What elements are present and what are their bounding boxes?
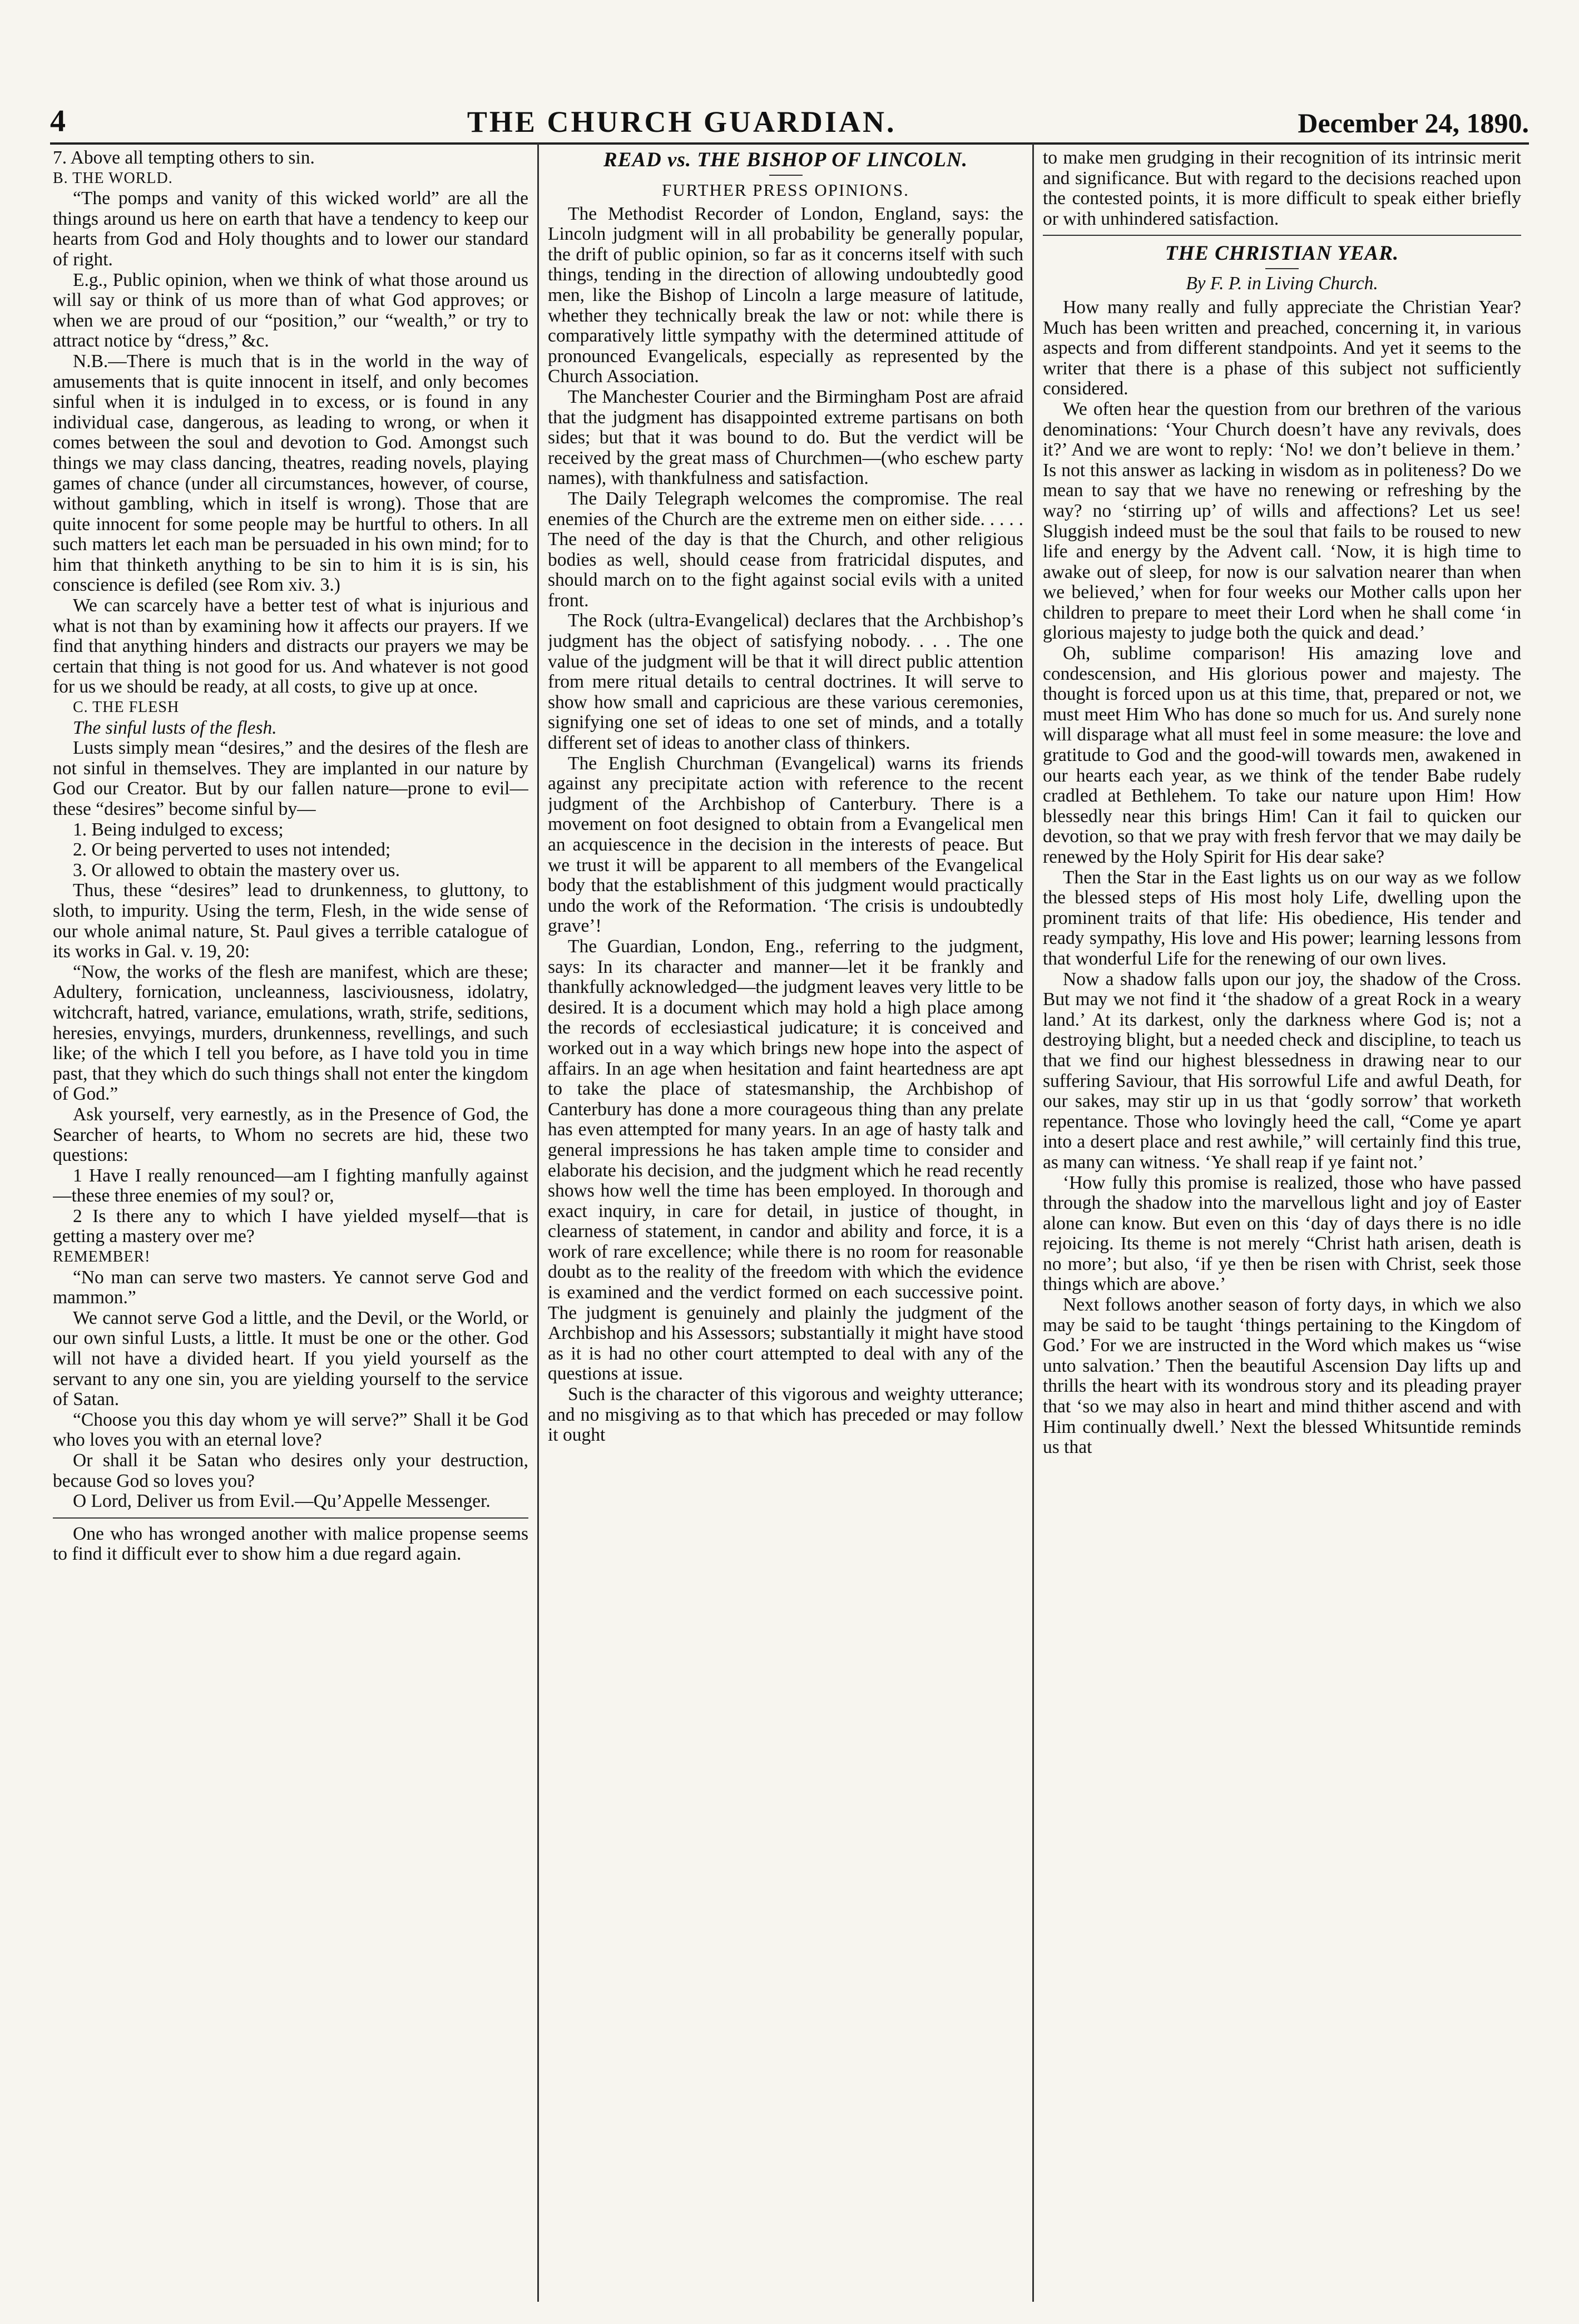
list-item: 2. Or being perverted to uses not intended; bbox=[73, 839, 391, 861]
paragraph: Lusts simply mean “desires,” and the desires of the flesh are not sinful in themselves. They are implanted in our nature by God our Creator. But by our fallen nature—prone to evil—these “desires” become sinful by— bbox=[53, 738, 528, 819]
paragraph: The Manchester Courier and the Birmingham Post are afraid that the judgment has disappointed extreme partisans on both sides; but that it was bound to do. But the verdict will be received by the great mass of Churchmen—(who eschew party names), with thankfulness and satisfaction. bbox=[548, 386, 1023, 489]
paragraph: We cannot serve God a little, and the Devil, or the World, or our own sinful Lusts, a little. It must be one or the other. God will not have a divided heart. If you yield yourself as the servant to any one sin, you are yielding yourself to the service of Satan. bbox=[53, 1307, 528, 1410]
paragraph: One who has wronged another with malice propense seems to find it difficult ever to show him a due regard again. bbox=[53, 1523, 528, 1565]
paragraph: How many really and fully appreciate the Christian Year? Much has been written and preached, concerning it, in various aspects and from different standpoints. And yet it seems to the writer that there is a phase of this subject not sufficiently considered. bbox=[1043, 296, 1521, 399]
divider bbox=[53, 1517, 528, 1519]
article-heading: READ vs. THE BISHOP OF LINCOLN. bbox=[603, 149, 968, 171]
divider bbox=[1265, 268, 1299, 269]
masthead-rule bbox=[50, 142, 1529, 145]
list bbox=[53, 820, 528, 881]
section-heading: C. THE FLESH bbox=[73, 699, 180, 716]
paragraph: The Methodist Recorder of London, England, says: the Lincoln judgment will in all probability be generally popular, the drift of public opinion, so far as it concerns itself with such things, tending in the direction of allowing undoubtedly good men, like the Bishop of Lincoln a large measure of latitude, whether they technically break the law or not: while there is comparatively little sympathy with the determined attitude of pronounced Evangelicals, especially as represented by the Church Association. bbox=[548, 203, 1023, 387]
paragraph: 1 Have I really renounced—am I fighting manfully against—these three enemies of my soul? or, bbox=[53, 1165, 528, 1206]
paragraph: The English Churchman (Evangelical) warns its friends against any precipitate action with reference to the recent judgment of the Archbishop of Canterbury. There is a movement on foot designed to obtain from a Evangelical men an acquiescence in the decision in the interests of peace. But we trust it will be apparent to all members of the Evangelical body that the establishment of this judgment would practically undo the work of the Reformation. ‘The crisis is undoubtedly grave’! bbox=[548, 753, 1023, 937]
paragraph: The Daily Telegraph welcomes the compromise. The real enemies of the Church are the extreme men on either side. . . . . The need of the day is that the Church, and other religious bodies as well, should cease from fratricidal disputes, and should march on to the fight against social evils with a united front. bbox=[548, 488, 1023, 611]
paragraph: 7. Above all tempting others to sin. bbox=[53, 148, 315, 168]
paragraph: to make men grudging in their recognition of its intrinsic merit and significance. But with regard to the decisions reached upon the contested points, it is more difficult to speak either briefly or with unhindered satisfaction. bbox=[1043, 148, 1521, 229]
column-1 bbox=[53, 148, 528, 2291]
divider bbox=[769, 175, 803, 176]
column-rule-1 bbox=[537, 144, 539, 2302]
column-3 bbox=[1043, 148, 1521, 2291]
paragraph: O Lord, Deliver us from Evil.—Qu’Appelle Messenger. bbox=[73, 1491, 491, 1512]
paragraph: E.g., Public opinion, when we think of what those around us will say or think of us more than of what God approves; or when we are proud of our “position,” our “wealth,” or try to attract notice by “dress,” &c. bbox=[53, 269, 528, 352]
masthead bbox=[50, 106, 1529, 139]
paragraph: “Choose you this day whom ye will serve?” Shall it be God who loves you with an eternal love? bbox=[53, 1409, 528, 1451]
paragraph: The sinful lusts of the flesh. bbox=[73, 717, 277, 738]
column-2 bbox=[548, 148, 1023, 2291]
paragraph: Or shall it be Satan who desires only your destruction, because God so loves you? bbox=[53, 1450, 528, 1491]
paragraph: Now a shadow falls upon our joy, the shadow of the Cross. But may we not find it ‘the shadow of a great Rock in a weary land.’ At its darkest, only the darkness where God is; not a destroying blight, but a needed check and discipline, to teach us that we find our highest blessedness in drawing near to our suffering Saviour, that His sorrowful Life and awful Death, for our sakes, may stir up in us that ‘godly sorrow’ that worketh repentance. Those who lovingly heed the call, “Come ye apart into a desert place and rest awhile,” will certainly find this true, as many can witness. ‘Ye shall reap if ye faint not.’ bbox=[1043, 968, 1521, 1173]
paragraph: The Guardian, London, Eng., referring to the judgment, says: In its character and manner—let it be frankly and thankfully acknowledged—the judgment leaves very little to be desired. It is a document which may hold a high place among the records of ecclesiastical judicature; it is conceived and worked out in a way which brings new hope into the aspect of affairs. In an age when hesitation and faint heartedness are apt to take the place of statesmanship, the Archbishop of Canterbury has done a more courageous thing than any prelate has even attempted for many years. In an age of hasty talk and general impressions he has taken ample time to consider and elaborate his decision, and the judgment which he read recently shows how well the time has been employed. In thorough and exact inquiry, in care for detail, in justice of thought, in clearness of statement, in candor and ability and force, it is a work of rare excellence; while there is no room for reasonable doubt as to the reality of the freedom with which the evidence is examined and the verdict formed on each successive point. The judgment is genuinely and plainly the judgment of the Archbishop and his Assessors; substantially it might have stood as it is had no other court attempted to deal with any of the questions at issue. bbox=[548, 936, 1023, 1384]
paragraph: “Now, the works of the flesh are manifest, which are these; Adultery, fornication, uncleanness, lasciviousness, idolatry, witchcraft, hatred, variance, emulations, wrath, strife, seditions, heresies, envyings, murders, drunkenness, revellings, and such like; of the which I tell you before, as I have told you in time past, that they which do such things shall not enter the kingdom of God.” bbox=[53, 961, 528, 1105]
paragraph: Next follows another season of forty days, in which we also may be said to be taught ‘things pertaining to the Kingdom of God.’ For we are instructed in the Word which makes us “wise unto salvation.’ Then the beautiful Ascension Day lifts up and thrills the heart with its wondrous story and its pleading prayer that ‘so we may also in heart and mind thither ascend and with Him continually dwell.’ Next the blessed Whitsuntide reminds us that bbox=[1043, 1294, 1521, 1458]
paragraph: Thus, these “desires” lead to drunkenness, to gluttony, to sloth, to impurity. Using the term, Flesh, in the wide sense of our whole animal nature, St. Paul gives a terrible catalogue of its works in Gal. v. 19, 20: bbox=[53, 880, 528, 962]
section-heading: B. THE WORLD. bbox=[53, 169, 173, 187]
paragraph: Oh, sublime comparison! His amazing love and condescension, and His glorious power and majesty. The thought is forced upon us at this time, that, prepared or not, we must meet Him Who has done so much for us. And surely none will disparage what all must feel in some measure: the love and gratitude to God and the good-will towards men, awakened in our hearts each year, as we think of the tender Babe rudely cradled at Bethlehem. To take our nature upon Him! How blessedly near this brings Him! Can it fail to quicken our devotion, so that we pray with fresh fervor that we may daily be renewed by the Holy Spirit for His dear sake? bbox=[1043, 643, 1521, 867]
paragraph: REMEMBER! bbox=[53, 1248, 151, 1266]
paragraph: “No man can serve two masters. Ye cannot serve God and mammon.” bbox=[53, 1267, 528, 1308]
list-item: 1. Being indulged to excess; bbox=[73, 819, 284, 840]
newspaper-title: THE CHURCH GUARDIAN. bbox=[467, 105, 897, 139]
article-subheading: FURTHER PRESS OPINIONS. bbox=[662, 180, 909, 200]
paragraph: We can scarcely have a better test of what is injurious and what is not than by examining how it affects our prayers. If we find that anything hinders and distracts our prayers we may be certain that thing is not good for us. And whatever is not good for us we should be ready, at all costs, to give up at once. bbox=[53, 595, 528, 698]
paragraph: ‘How fully this promise is realized, those who have passed through the shadow into the marvellous light and joy of Easter alone can know. But even on this ‘day of days there is no idle rejoicing. Its theme is not merely “Christ hath arisen, death is no more’; but also, ‘if ye then be risen with Christ, seek those things which are above.’ bbox=[1043, 1172, 1521, 1295]
paragraph: Then the Star in the East lights us on our way as we follow the blessed steps of His most holy Life, dwelling upon the prominent traits of that life: His obedience, His tender and ready sympathy, His love and His power; learning lessons from that wonderful Life for the renewing of our own lives. bbox=[1043, 867, 1521, 969]
paragraph: Such is the character of this vigorous and weighty utterance; and no misgiving as to that which has preceded or may follow it ought bbox=[548, 1384, 1023, 1446]
paragraph: Ask yourself, very earnestly, as in the Presence of God, the Searcher of hearts, to Whom no secrets are hid, these two questions: bbox=[53, 1104, 528, 1166]
paragraph: 2 Is there any to which I have yielded myself—that is getting a mastery over me? bbox=[53, 1205, 528, 1247]
divider bbox=[1043, 235, 1521, 236]
paragraph: N.B.—There is much that is in the world in the way of amusements that is quite innocent in itself, and only becomes sinful when it is indulged in to excess, or is found in any individual case, dangerous, as leading to wrong, or when it comes between the soul and devotion to God. Amongst such things we may class dancing, theatres, reading novels, playing games of chance (under all circumstances, however, of course, without gambling, which in itself is wrong). Those that are quite innocent for some people may be hurtful to others. In all such matters let each man be persuaded in his own mind; for to him that thinketh anything to be sin to him it is is sin, his conscience is defiled (see Rom xiv. 3.) bbox=[53, 350, 528, 596]
paragraph: We often hear the question from our brethren of the various denominations: ‘Your Church doesn’t have any revivals, does it?’ And we are wont to reply: ‘No! we don’t believe in them.’ Is not this answer as lacking in wisdom as in politeness? Do we mean to say that we have no renewing or refreshing by the way? no ‘stirring up’ of wills and affections? Let us see! Sluggish indeed must be the soul that fails to be roused to new life and energy by the Advent call. ‘Now, it is high time to awake out of sleep, for now is our salvation nearer than when we believed,’ when for four weeks our Mother calls upon her children to prepare to meet their Lord when he shall come ‘in glorious majesty to judge both the quick and dead.’ bbox=[1043, 398, 1521, 644]
page-number: 4 bbox=[50, 104, 66, 139]
byline: By F. P. in Living Church. bbox=[1186, 273, 1378, 294]
column-rule-2 bbox=[1032, 144, 1034, 2302]
paragraph: “The pomps and vanity of this wicked world” are all the things around us here on earth that have a tendency to keep our hearts from God and Holy thoughts and to lower our standard of right. bbox=[53, 188, 528, 270]
article-heading: THE CHRISTIAN YEAR. bbox=[1165, 242, 1399, 265]
list-item: 3. Or allowed to obtain the mastery over us. bbox=[73, 859, 400, 881]
paragraph: The Rock (ultra-Evangelical) declares that the Archbishop’s judgment has the object of satisfying nobody. . . . The one value of the judgment will be that it will direct public attention from mere ritual details to central doctrines. It will serve to show how small and capricious are these various ceremonies, signifying one set of ideas to one set of minds, and a totally different set of ideas to another class of thinkers. bbox=[548, 610, 1023, 754]
issue-date: December 24, 1890. bbox=[1298, 107, 1529, 139]
